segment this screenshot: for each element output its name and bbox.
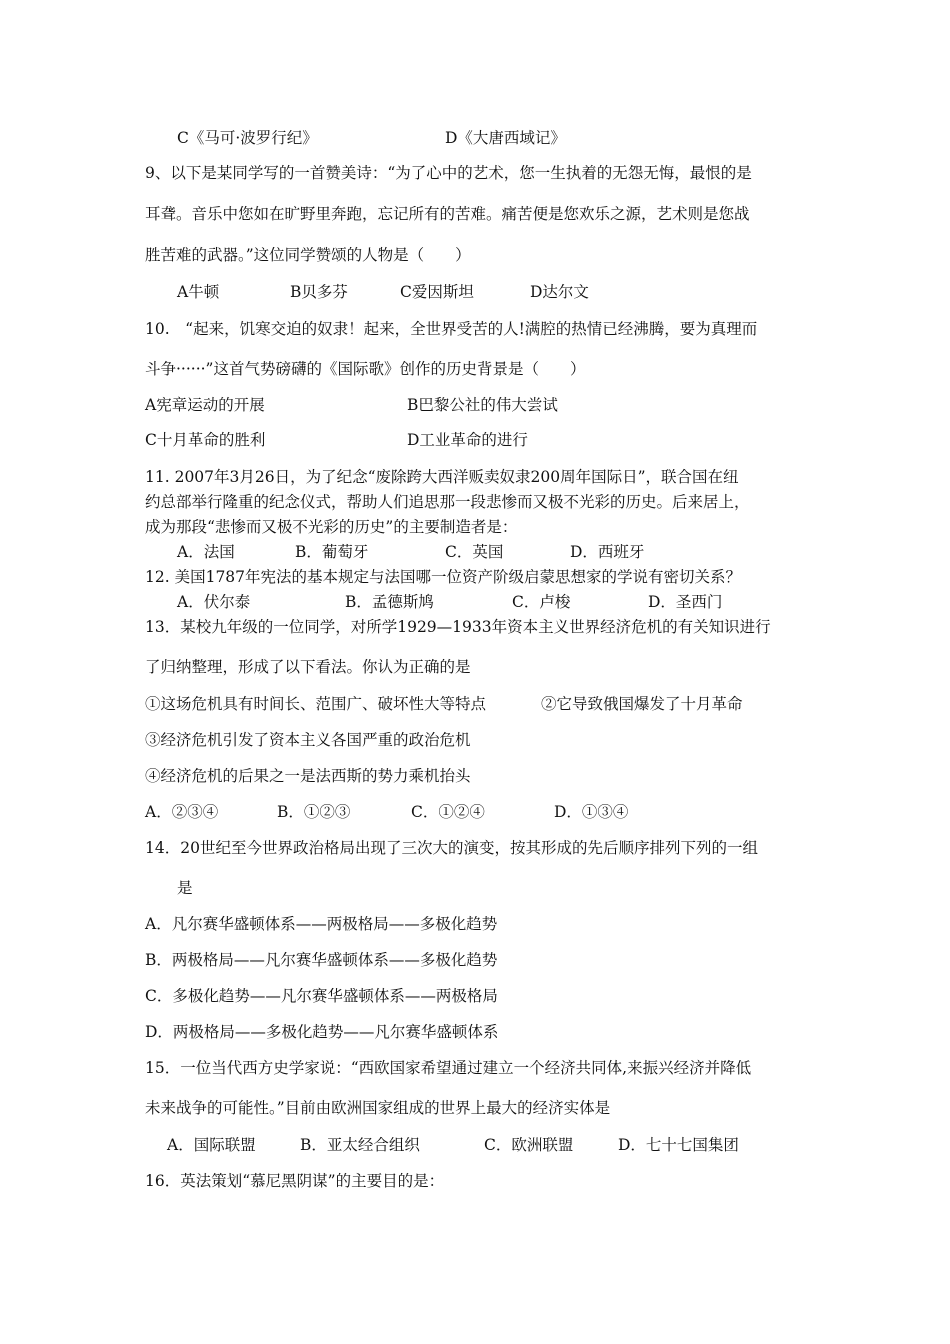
q12-option-d: D．圣西门 (648, 593, 723, 611)
q15-stem-line-1: 15．一位当代西方史学家说：“西欧国家希望通过建立一个经济共同体,来振兴经济并降低 (145, 1059, 752, 1077)
q11-option-d: D．西班牙 (570, 543, 645, 561)
q13-stem-line-1: 13．某校九年级的一位同学，对所学1929—1933年资本主义世界经济危机的有关知识进行 (145, 618, 771, 636)
q13-statement-2: ②它导致俄国爆发了十月革命 (541, 695, 743, 713)
q11-stem-line-2: 约总部举行隆重的纪念仪式，帮助人们追思那一段悲惨而又极不光彩的历史。后来居上， (145, 493, 750, 511)
q9-option-d: D达尔文 (530, 283, 589, 301)
q15-option-b: B．亚太经合组织 (300, 1136, 420, 1154)
q10-option-a: A宪章运动的开展 (145, 396, 265, 414)
q15-stem-line-2: 未来战争的可能性。”目前由欧洲国家组成的世界上最大的经济实体是 (145, 1099, 611, 1117)
q15-option-c: C．欧洲联盟 (484, 1136, 574, 1154)
q8-option-d: D《大唐西域记》 (445, 129, 566, 147)
q11-option-b: B．葡萄牙 (295, 543, 369, 561)
q16-stem-line-1: 16．英法策划“慕尼黑阴谋”的主要目的是： (145, 1172, 445, 1190)
q10-option-c: C十月革命的胜利 (145, 431, 266, 449)
q9-option-c: C爱因斯坦 (400, 283, 474, 301)
q13-option-d: D．①③④ (554, 803, 629, 821)
q12-option-c: C．卢梭 (512, 593, 571, 611)
q12-stem-line-1: 12. 美国1787年宪法的基本规定与法国哪一位资产阶级启蒙思想家的学说有密切关系？ (145, 568, 742, 586)
q11-option-c: C．英国 (445, 543, 504, 561)
q11-stem-line-3: 成为那段“悲惨而又极不光彩的历史”的主要制造者是： (145, 518, 518, 536)
q11-option-a: A．法国 (177, 543, 235, 561)
q9-option-b: B贝多芬 (290, 283, 348, 301)
q9-stem-line-2: 耳聋。音乐中您如在旷野里奔跑，忘记所有的苦难。痛苦便是您欢乐之源，艺术则是您战 (145, 205, 750, 223)
q14-option-b: B．两极格局——凡尔赛华盛顿体系——多极化趋势 (145, 951, 498, 969)
q11-stem-line-1: 11. 2007年3月26日，为了纪念“废除跨大西洋贩卖奴隶200周年国际日”，联合国在纽 (145, 468, 739, 486)
q13-statement-1: ①这场危机具有时间长、范围广、破坏性大等特点 (145, 695, 487, 713)
q14-stem-line-2: 是 (177, 879, 193, 897)
q14-stem-line-1: 14．20世纪至今世界政治格局出现了三次大的演变，按其形成的先后顺序排列下列的一组 (145, 839, 758, 857)
q13-stem-line-2: 了归纳整理，形成了以下看法。你认为正确的是 (145, 658, 471, 676)
q13-option-b: B．①②③ (277, 803, 351, 821)
q12-option-b: B．孟德斯鸠 (345, 593, 434, 611)
q10-option-b: B巴黎公社的伟大尝试 (407, 396, 558, 414)
q10-stem-line-2: 斗争······”这首气势磅礴的《国际歌》创作的历史背景是（ ） (145, 360, 586, 378)
q9-stem-line-1: 9、以下是某同学写的一首赞美诗：“为了心中的艺术，您一生执着的无怨无悔，最恨的是 (145, 164, 752, 182)
q13-option-c: C．①②④ (411, 803, 485, 821)
q14-option-d: D．两极格局——多极化趋势——凡尔赛华盛顿体系 (145, 1023, 499, 1041)
q13-statement-3: ③经济危机引发了资本主义各国严重的政治危机 (145, 731, 471, 749)
q14-option-c: C．多极化趋势——凡尔赛华盛顿体系——两极格局 (145, 987, 498, 1005)
q13-statement-4: ④经济危机的后果之一是法西斯的势力乘机抬头 (145, 767, 471, 785)
q9-option-a: A牛顿 (177, 283, 220, 301)
q9-stem-line-3: 胜苦难的武器。”这位同学赞颂的人物是（ ） (145, 246, 471, 264)
q10-stem-line-1: 10. “起来，饥寒交迫的奴隶！起来，全世界受苦的人!满腔的热情已经沸腾，要为真理而 (145, 320, 758, 338)
q14-option-a: A．凡尔赛华盛顿体系——两极格局——多极化趋势 (145, 915, 498, 933)
q15-option-d: D．七十七国集团 (618, 1136, 739, 1154)
q15-option-a: A．国际联盟 (167, 1136, 256, 1154)
q10-option-d: D工业革命的进行 (407, 431, 528, 449)
q8-option-c: C《马可·波罗行纪》 (177, 129, 318, 147)
q12-option-a: A．伏尔泰 (177, 593, 251, 611)
q13-option-a: A．②③④ (145, 803, 219, 821)
